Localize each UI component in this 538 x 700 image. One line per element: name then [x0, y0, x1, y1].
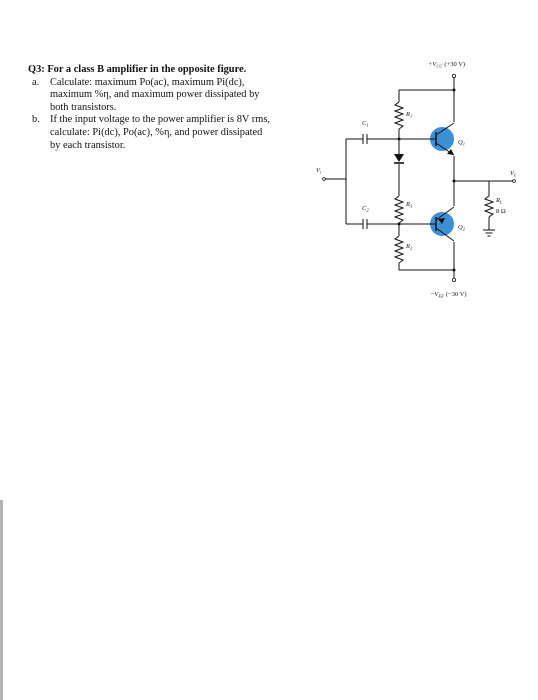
q2-transistor [430, 207, 454, 241]
question-item-b [28, 114, 310, 152]
junction-top [453, 89, 456, 92]
vcc-terminal [452, 74, 455, 77]
item-a-line: Calculate: maximum Po(ac), maximum Pi(dc), [50, 76, 245, 88]
item-b-line: by each transistor. [50, 139, 126, 151]
left-border-line [0, 500, 3, 700]
c1-label: $C_1$ [362, 120, 369, 128]
junction-q1-base [398, 138, 401, 141]
q1-emitter-arrow [447, 149, 454, 155]
r3-label: $R_3$ [406, 201, 413, 209]
item-text-b [50, 114, 310, 152]
junction-output [453, 180, 456, 183]
vi-label: $V_i$ [316, 167, 322, 175]
vee-terminal [452, 278, 455, 281]
r1-label: $R_1$ [406, 111, 413, 119]
item-letter-a: a. [32, 76, 40, 88]
q2-label: $Q_2$ [458, 224, 465, 232]
r2-resistor [395, 236, 403, 263]
item-a-line: maximum %η, and maximum power dissipated by [50, 89, 260, 101]
class-b-amplifier-circuit [304, 46, 538, 316]
item-a-line: both transistors. [50, 101, 117, 113]
item-letter-b: b. [32, 114, 40, 126]
vcc-label: $+V_{CC}$ (+30 V) [428, 61, 466, 69]
item-b-line: If the input voltage to the power amplifier is 8V rms, [50, 114, 270, 126]
junction-q2-base [398, 223, 401, 226]
r1-resistor [395, 102, 403, 129]
diode-symbol [394, 154, 404, 162]
r2-label: $R_2$ [406, 243, 413, 251]
vi-terminal [323, 178, 326, 181]
junction-bottom [453, 269, 456, 272]
q1-label: $Q_1$ [458, 139, 465, 147]
question-title: Q3: For a class B amplifier in the opposite figure. [28, 64, 247, 75]
r3-resistor [395, 196, 403, 223]
item-b-line: calculate: Pi(dc), Po(ac), %η, and power dissipated [50, 126, 263, 138]
q1-transistor [430, 123, 454, 155]
question-block [28, 64, 310, 152]
question-item-a [28, 77, 310, 115]
item-text-a [50, 77, 310, 115]
rl-label: $R_L$ [496, 197, 503, 205]
vl-terminal [513, 180, 516, 183]
rl-resistor [485, 196, 493, 217]
vl-label: $V_L$ [510, 170, 517, 178]
c2-label: $C_2$ [362, 205, 369, 213]
vee-label: $-V_{EE}$ (−30 V) [430, 291, 467, 299]
rl-value: 8 Ω [496, 208, 506, 215]
